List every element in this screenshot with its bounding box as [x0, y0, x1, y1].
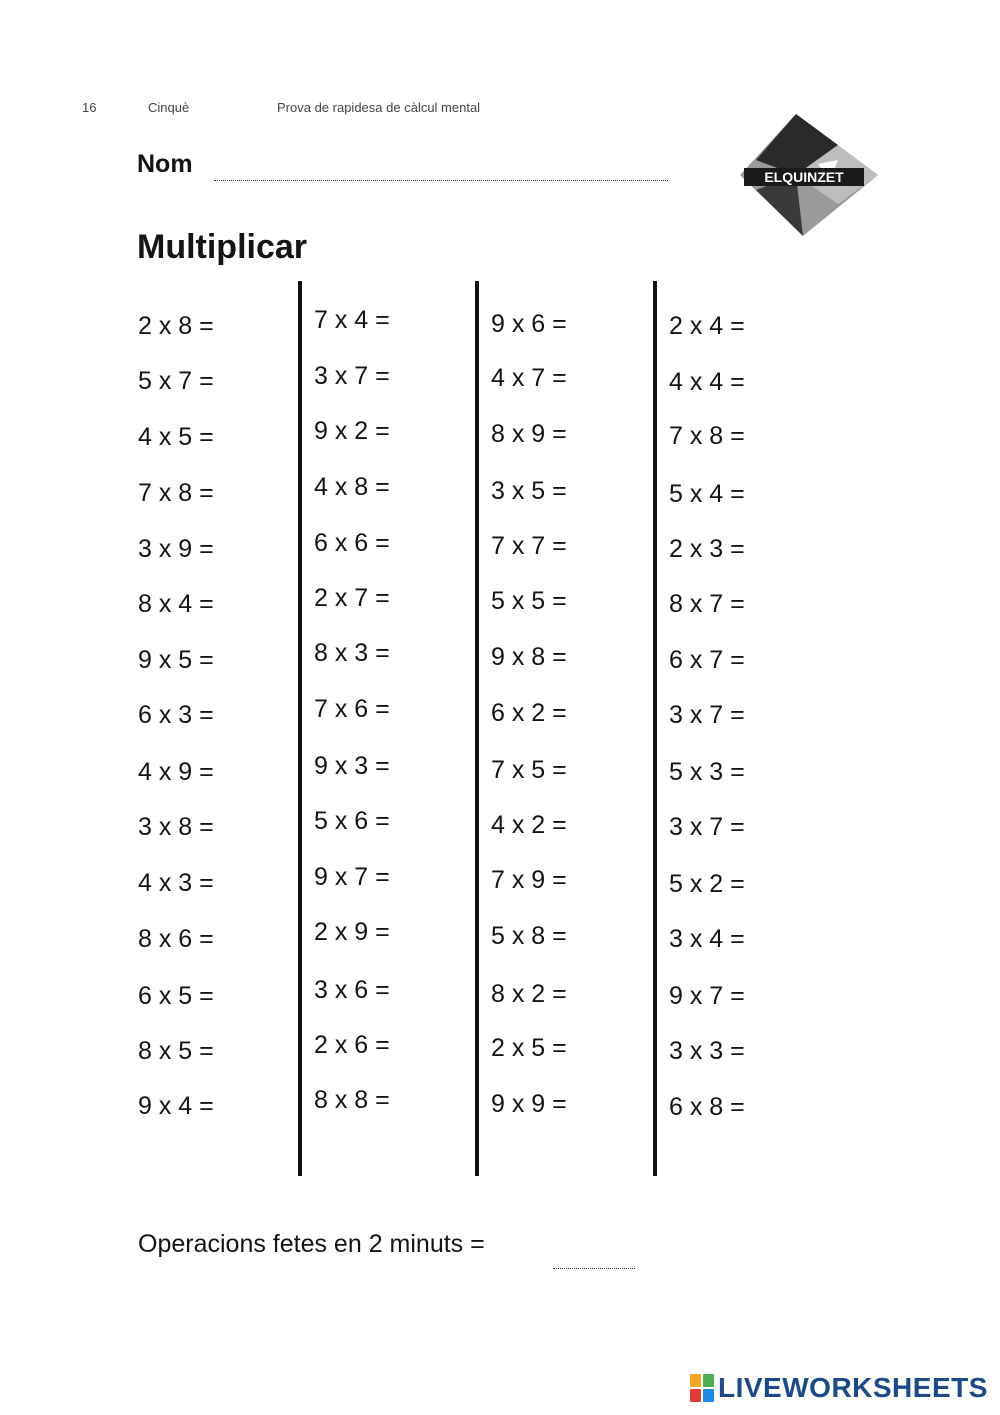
- multiplication-exercise[interactable]: 2 x 6 =: [314, 1031, 390, 1059]
- multiplication-exercise[interactable]: 2 x 8 =: [138, 312, 214, 340]
- multiplication-exercise[interactable]: 9 x 7 =: [669, 982, 745, 1010]
- multiplication-exercise[interactable]: 5 x 5 =: [491, 587, 567, 615]
- multiplication-exercise[interactable]: 3 x 7 =: [669, 701, 745, 729]
- multiplication-exercise[interactable]: 9 x 8 =: [491, 643, 567, 671]
- multiplication-exercise[interactable]: 5 x 2 =: [669, 870, 745, 898]
- multiplication-exercise[interactable]: 3 x 8 =: [138, 813, 214, 841]
- multiplication-exercise[interactable]: 2 x 9 =: [314, 918, 390, 946]
- grade-label: Cinquè: [148, 100, 190, 115]
- watermark-text: LIVEWORKSHEETS: [718, 1372, 988, 1403]
- multiplication-exercise[interactable]: 4 x 4 =: [669, 368, 745, 396]
- multiplication-exercise[interactable]: 8 x 7 =: [669, 590, 745, 618]
- page-number: 16: [82, 100, 97, 115]
- multiplication-exercise[interactable]: 7 x 7 =: [491, 532, 567, 560]
- multiplication-exercise[interactable]: 9 x 2 =: [314, 417, 390, 445]
- multiplication-exercise[interactable]: 7 x 6 =: [314, 695, 390, 723]
- multiplication-exercise[interactable]: 3 x 4 =: [669, 925, 745, 953]
- multiplication-exercise[interactable]: 7 x 8 =: [138, 479, 214, 507]
- operations-count-input-line[interactable]: [553, 1268, 635, 1269]
- name-label: Nom: [137, 150, 193, 178]
- multiplication-exercise[interactable]: 2 x 5 =: [491, 1034, 567, 1062]
- multiplication-exercise[interactable]: 6 x 5 =: [138, 982, 214, 1010]
- elquinzet-logo: [738, 112, 880, 238]
- multiplication-exercise[interactable]: 3 x 7 =: [669, 813, 745, 841]
- multiplication-exercise[interactable]: 9 x 9 =: [491, 1090, 567, 1118]
- multiplication-exercise[interactable]: 3 x 9 =: [138, 535, 214, 563]
- multiplication-exercise[interactable]: 5 x 3 =: [669, 758, 745, 786]
- multiplication-exercise[interactable]: 3 x 3 =: [669, 1037, 745, 1065]
- multiplication-exercise[interactable]: 9 x 7 =: [314, 863, 390, 891]
- multiplication-exercise[interactable]: 5 x 7 =: [138, 367, 214, 395]
- multiplication-exercise[interactable]: 4 x 7 =: [491, 364, 567, 392]
- multiplication-exercise[interactable]: 6 x 6 =: [314, 529, 390, 557]
- test-title: Prova de rapidesa de càlcul mental: [277, 100, 481, 115]
- liveworksheets-watermark: [690, 1372, 988, 1404]
- multiplication-exercise[interactable]: 2 x 7 =: [314, 584, 390, 612]
- multiplication-exercise[interactable]: 6 x 7 =: [669, 646, 745, 674]
- multiplication-exercise[interactable]: 8 x 2 =: [491, 980, 567, 1008]
- multiplication-exercise[interactable]: 9 x 4 =: [138, 1092, 214, 1120]
- multiplication-exercise[interactable]: 2 x 4 =: [669, 312, 745, 340]
- multiplication-exercise[interactable]: 4 x 3 =: [138, 869, 214, 897]
- multiplication-exercise[interactable]: 9 x 5 =: [138, 646, 214, 674]
- multiplication-exercise[interactable]: 8 x 6 =: [138, 925, 214, 953]
- multiplication-exercise[interactable]: 5 x 4 =: [669, 480, 745, 508]
- multiplication-exercise[interactable]: 7 x 9 =: [491, 866, 567, 894]
- column-divider: [298, 281, 302, 1176]
- multiplication-exercise[interactable]: 5 x 6 =: [314, 807, 390, 835]
- svg-text:ELQUINZET: ELQUINZET: [764, 169, 844, 185]
- multiplication-exercise[interactable]: 8 x 9 =: [491, 420, 567, 448]
- multiplication-exercise[interactable]: 3 x 7 =: [314, 362, 390, 390]
- section-title: Multiplicar: [137, 228, 308, 266]
- multiplication-exercise[interactable]: 3 x 5 =: [491, 477, 567, 505]
- column-divider: [475, 281, 479, 1176]
- multiplication-exercise[interactable]: 7 x 5 =: [491, 756, 567, 784]
- multiplication-exercise[interactable]: 3 x 6 =: [314, 976, 390, 1004]
- multiplication-exercise[interactable]: 8 x 4 =: [138, 590, 214, 618]
- multiplication-exercise[interactable]: 8 x 5 =: [138, 1037, 214, 1065]
- multiplication-exercise[interactable]: 7 x 4 =: [314, 306, 390, 334]
- operations-count-label: Operacions fetes en 2 minuts =: [138, 1230, 485, 1258]
- multiplication-exercise[interactable]: 4 x 2 =: [491, 811, 567, 839]
- multiplication-exercise[interactable]: 4 x 5 =: [138, 423, 214, 451]
- multiplication-exercise[interactable]: 9 x 3 =: [314, 752, 390, 780]
- multiplication-exercise[interactable]: 8 x 8 =: [314, 1086, 390, 1114]
- multiplication-exercise[interactable]: 6 x 3 =: [138, 701, 214, 729]
- multiplication-exercise[interactable]: 9 x 6 =: [491, 310, 567, 338]
- name-input-line[interactable]: [214, 180, 668, 181]
- multiplication-exercise[interactable]: 5 x 8 =: [491, 922, 567, 950]
- multiplication-exercise[interactable]: 7 x 8 =: [669, 422, 745, 450]
- multiplication-exercise[interactable]: 6 x 2 =: [491, 699, 567, 727]
- multiplication-exercise[interactable]: 2 x 3 =: [669, 535, 745, 563]
- multiplication-exercise[interactable]: 4 x 8 =: [314, 473, 390, 501]
- column-divider: [653, 281, 657, 1176]
- liveworksheets-logo-icon: [690, 1374, 714, 1402]
- multiplication-exercise[interactable]: 8 x 3 =: [314, 639, 390, 667]
- multiplication-exercise[interactable]: 4 x 9 =: [138, 758, 214, 786]
- multiplication-exercise[interactable]: 6 x 8 =: [669, 1093, 745, 1121]
